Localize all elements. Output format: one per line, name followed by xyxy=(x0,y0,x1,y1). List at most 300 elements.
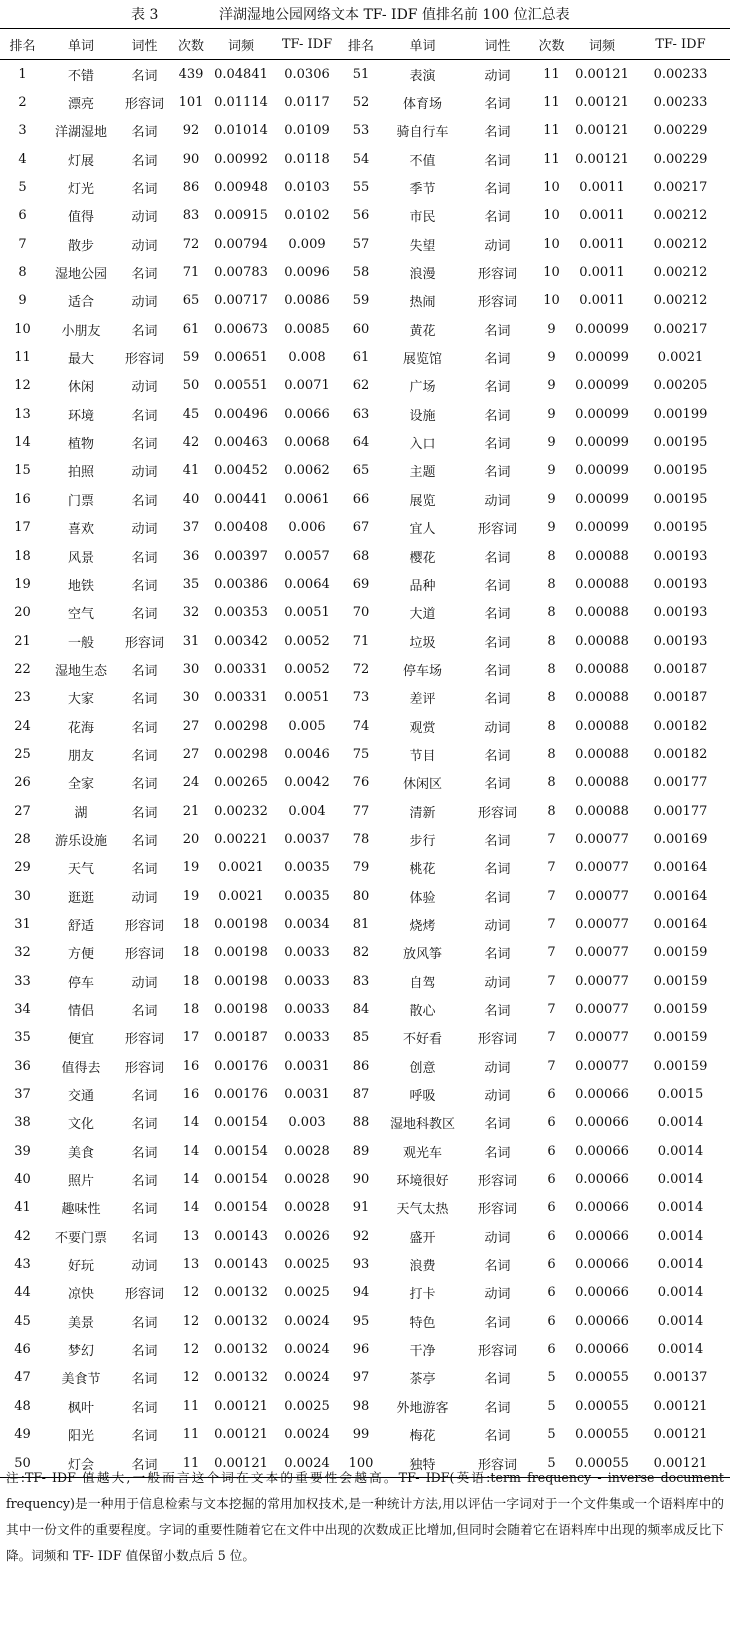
table-cell: 0.00195 xyxy=(653,520,708,536)
table-cell: 15 xyxy=(14,463,31,479)
table-cell: 71 xyxy=(182,265,200,281)
table-cell: 31 xyxy=(14,916,31,932)
table-cell: 78 xyxy=(352,831,370,847)
table-cell: 名词 xyxy=(131,1117,158,1133)
table-cell: 53 xyxy=(352,123,370,139)
table-cell: 形容词 xyxy=(124,947,164,963)
table-cell: 6 xyxy=(547,1115,556,1131)
table-cell: 0.0014 xyxy=(657,1257,704,1273)
table-cell: 名词 xyxy=(131,550,158,566)
table-body xyxy=(0,60,730,1478)
table-cell: 一般 xyxy=(67,635,94,651)
table-cell: 0.0096 xyxy=(284,265,330,281)
table-cell: 名词 xyxy=(131,1372,158,1388)
table-cell: 9 xyxy=(18,293,27,309)
table-cell: 观赏 xyxy=(409,720,436,736)
table-row xyxy=(0,1052,730,1080)
table-cell: 0.0021 xyxy=(218,888,264,904)
table-row xyxy=(0,514,730,542)
table-cell: 动词 xyxy=(131,522,158,538)
table-cell: 18 xyxy=(182,945,200,961)
table-cell: 休闲 xyxy=(67,380,94,396)
table-cell: 57 xyxy=(352,236,370,252)
table-cell: 13 xyxy=(14,406,31,422)
table-cell: 动词 xyxy=(484,68,511,84)
table-cell: 0.00408 xyxy=(214,520,268,536)
table-cell: 37 xyxy=(182,520,200,536)
table-cell: 0.00121 xyxy=(575,151,629,167)
table-cell: 0.0014 xyxy=(657,1313,704,1329)
table-cell: 节目 xyxy=(409,748,436,764)
table-cell: 形容词 xyxy=(124,1032,164,1048)
table-cell: 名词 xyxy=(131,1145,158,1161)
table-cell: 6 xyxy=(547,1143,556,1159)
table-cell: 10 xyxy=(543,208,560,224)
table-row xyxy=(0,854,730,882)
table-cell: 62 xyxy=(352,378,370,394)
table-cell: 0.00099 xyxy=(575,435,629,451)
table-cell: 0.00397 xyxy=(214,548,268,564)
table-cell: 9 xyxy=(547,406,556,422)
header-row xyxy=(0,29,730,60)
table-cell: 好玩 xyxy=(67,1259,94,1275)
table-cell: 0.00077 xyxy=(575,1002,629,1018)
table-cell: 0.00331 xyxy=(214,690,268,706)
table-row xyxy=(0,995,730,1023)
table-cell: 6 xyxy=(547,1228,556,1244)
table-cell: 41 xyxy=(182,463,200,479)
table-cell: 名词 xyxy=(131,1004,158,1020)
table-cell: 45 xyxy=(182,406,200,422)
table-cell: 形容词 xyxy=(124,1287,164,1303)
table-row xyxy=(0,1279,730,1307)
table-cell: 0.00088 xyxy=(575,605,629,621)
table-cell: 垃圾 xyxy=(409,635,436,651)
table-cell: 停车场 xyxy=(402,663,442,679)
table-cell: 0.00143 xyxy=(214,1257,268,1273)
table-cell: 8 xyxy=(547,690,556,706)
table-cell: 36 xyxy=(14,1058,31,1074)
table-cell: 茶亭 xyxy=(409,1372,436,1388)
table-row xyxy=(0,655,730,683)
table-cell: 0.00386 xyxy=(214,576,268,592)
table-row xyxy=(0,939,730,967)
table-cell: 名词 xyxy=(131,182,158,198)
table-cell: 0.00066 xyxy=(575,1115,629,1131)
table-cell: 0.00441 xyxy=(214,491,268,507)
table-cell: 9 xyxy=(547,321,556,337)
table-cell: 14 xyxy=(14,435,31,451)
table-cell: 0.00353 xyxy=(214,605,268,621)
table-cell: 湿地科教区 xyxy=(389,1117,455,1133)
table-cell: 0.00121 xyxy=(214,1398,268,1414)
table-cell: 11 xyxy=(182,1398,200,1414)
table-cell: 0.00077 xyxy=(575,1030,629,1046)
table-title: 洋湖湿地公园网络文本 TF- IDF 值排名前 100 位汇总表 xyxy=(219,7,570,23)
table-note: 注:TF- IDF 值越大,一般而言这个词在文本的重要性会越高。TF- IDF(英语:term frequency - inverse document frequency)是一种用于信息检索与文本挖掘的常用加权技术,是一种统计方法,用以评估一字词对于一个文件集或一个语料库中的其中一份文件的重要程度。字词的重要性随着它在文件中出现的次数成正比增加,但同时会随着它在语料库中出现的频率成反比下降。词频和 TF- IDF 值保留小数点后 5 位。 xyxy=(6,1470,724,1563)
table-cell: 名词 xyxy=(484,578,511,594)
table-cell: 0.0025 xyxy=(284,1398,330,1414)
table-cell: 名词 xyxy=(131,1174,158,1190)
table-cell: 形容词 xyxy=(124,1060,164,1076)
table-cell: 0.00066 xyxy=(575,1313,629,1329)
table-cell: 0.005 xyxy=(288,718,326,734)
table-row xyxy=(0,769,730,797)
table-row xyxy=(0,457,730,485)
table-cell: 名词 xyxy=(484,607,511,623)
table-cell: 11 xyxy=(14,350,31,366)
table-cell: 0.00088 xyxy=(575,690,629,706)
table-cell: 9 xyxy=(547,378,556,394)
table-row xyxy=(0,1165,730,1193)
table-cell: 43 xyxy=(14,1257,31,1273)
table-cell: 名词 xyxy=(131,692,158,708)
table-cell: 0.00794 xyxy=(214,236,268,252)
table-cell: 29 xyxy=(14,860,31,876)
table-cell: 动词 xyxy=(484,720,511,736)
table-cell: 动词 xyxy=(131,210,158,226)
table-cell: 0.00055 xyxy=(573,1449,631,1478)
table-row xyxy=(0,60,730,89)
table-cell: 4 xyxy=(18,151,27,167)
table-cell: 观光车 xyxy=(402,1145,442,1161)
table-row xyxy=(0,1250,730,1278)
table-cell: 主题 xyxy=(409,465,436,481)
table-cell: 0.0024 xyxy=(272,1449,342,1478)
table-cell: 66 xyxy=(352,491,370,507)
table-cell: 0.00099 xyxy=(575,463,629,479)
table-cell: 69 xyxy=(352,576,370,592)
table-cell: 0.0037 xyxy=(284,831,330,847)
table-cell: 0.0052 xyxy=(284,661,330,677)
table-cell: 自驾 xyxy=(409,975,436,991)
table-cell: 浪费 xyxy=(409,1259,436,1275)
table-cell: 0.00121 xyxy=(653,1427,708,1443)
table-number: 表 3 xyxy=(131,7,159,23)
table-cell: 71 xyxy=(352,633,370,649)
table-cell: 6 xyxy=(547,1342,556,1358)
table-row xyxy=(0,882,730,910)
table-cell: 0.0025 xyxy=(284,1285,330,1301)
table-cell: 花海 xyxy=(67,720,94,736)
table-cell: 不错 xyxy=(67,68,94,84)
table-cell: 0.0102 xyxy=(284,208,330,224)
table-cell: 34 xyxy=(14,1002,31,1018)
table-cell: 浪漫 xyxy=(409,267,436,283)
table-cell: 10 xyxy=(543,180,560,196)
table-cell: 0.00077 xyxy=(575,888,629,904)
table-cell: 0.0014 xyxy=(657,1143,704,1159)
table-cell: 名词 xyxy=(131,862,158,878)
table-cell: 7 xyxy=(547,973,556,989)
table-cell: 0.00452 xyxy=(214,463,268,479)
table-cell: 7 xyxy=(547,1030,556,1046)
table-cell: 14 xyxy=(182,1200,200,1216)
table-row xyxy=(0,343,730,371)
table-cell: 101 xyxy=(178,95,204,111)
table-cell: 7 xyxy=(547,945,556,961)
table-cell: 9 xyxy=(547,350,556,366)
table-cell: 散心 xyxy=(409,1004,436,1020)
table-cell: 8 xyxy=(547,746,556,762)
table-cell: 40 xyxy=(182,491,200,507)
table-cell: 67 xyxy=(352,520,370,536)
table-cell: 创意 xyxy=(409,1060,436,1076)
table-cell: 439 xyxy=(178,66,204,82)
table-cell: 0.00229 xyxy=(653,151,708,167)
table-cell: 0.0033 xyxy=(284,1030,330,1046)
table-cell: 0.00176 xyxy=(214,1087,268,1103)
table-cell: 12 xyxy=(182,1370,200,1386)
table-cell: 0.00143 xyxy=(214,1228,268,1244)
table-cell: 68 xyxy=(352,548,370,564)
table-cell: 0.0064 xyxy=(284,576,330,592)
table-cell: 83 xyxy=(352,973,370,989)
table-cell: 9 xyxy=(547,520,556,536)
table-cell: 动词 xyxy=(484,1230,511,1246)
table-cell: 美食节 xyxy=(61,1372,101,1388)
table-cell: 0.00212 xyxy=(653,208,708,224)
table-cell: 96 xyxy=(352,1342,370,1358)
table-cell: 0.00099 xyxy=(575,321,629,337)
table-cell: 0.00055 xyxy=(575,1398,629,1414)
table-cell: 特色 xyxy=(409,1315,436,1331)
table-cell: 90 xyxy=(352,1172,370,1188)
table-cell: 70 xyxy=(352,605,370,621)
table-cell: 0.00717 xyxy=(214,293,268,309)
table-row xyxy=(0,173,730,201)
table-cell: 0.00077 xyxy=(575,860,629,876)
table-cell: 76 xyxy=(352,775,370,791)
table-cell: 8 xyxy=(547,605,556,621)
column-header: TF- IDF xyxy=(631,29,730,60)
table-cell: 24 xyxy=(14,718,31,734)
table-cell: 9 xyxy=(547,435,556,451)
column-header: 次数 xyxy=(172,29,210,60)
table-cell: 0.0011 xyxy=(579,293,625,309)
table-cell: 11 xyxy=(543,123,560,139)
table-cell: 名词 xyxy=(484,1429,511,1445)
table-cell: 0.003 xyxy=(288,1115,326,1131)
table-cell: 舒适 xyxy=(67,918,94,934)
table-cell: 展览馆 xyxy=(402,352,442,368)
table-cell: 13 xyxy=(182,1257,200,1273)
table-cell: 0.0035 xyxy=(284,888,330,904)
table-cell: 形容词 xyxy=(124,918,164,934)
table-cell: 0.00088 xyxy=(575,548,629,564)
table-cell: 35 xyxy=(182,576,200,592)
table-cell: 灯展 xyxy=(67,153,94,169)
table-row xyxy=(0,712,730,740)
table-cell: 0.00232 xyxy=(214,803,268,819)
table-cell: 0.0014 xyxy=(657,1115,704,1131)
table-cell: 0.00132 xyxy=(214,1313,268,1329)
table-cell: 35 xyxy=(14,1030,31,1046)
table-cell: 0.0024 xyxy=(284,1342,330,1358)
table-cell: 交通 xyxy=(67,1089,94,1105)
table-cell: 名词 xyxy=(484,1117,511,1133)
column-header: 次数 xyxy=(530,29,573,60)
table-cell: 门票 xyxy=(67,493,94,509)
table-cell: 75 xyxy=(352,746,370,762)
table-cell: 17 xyxy=(14,520,31,536)
table-cell: 84 xyxy=(352,1002,370,1018)
table-cell: 凉快 xyxy=(67,1287,94,1303)
table-row xyxy=(0,627,730,655)
table-cell: 0.00233 xyxy=(653,66,708,82)
table-cell: 设施 xyxy=(409,408,436,424)
table-cell: 0.0031 xyxy=(284,1058,330,1074)
table-cell: 名词 xyxy=(484,352,511,368)
table-cell: 0.00198 xyxy=(214,945,268,961)
table-cell: 45 xyxy=(14,1313,31,1329)
table-cell: 6 xyxy=(547,1087,556,1103)
table-cell: 名词 xyxy=(484,408,511,424)
column-header: 词性 xyxy=(465,29,530,60)
table-cell: 动词 xyxy=(484,1060,511,1076)
table-cell: 52 xyxy=(352,95,370,111)
table-cell: 名词 xyxy=(484,437,511,453)
table-cell: 18 xyxy=(14,548,31,564)
table-cell: 0.0011 xyxy=(579,236,625,252)
table-cell: 0.0028 xyxy=(284,1143,330,1159)
table-cell: 72 xyxy=(352,661,370,677)
table-cell: 0.00915 xyxy=(214,208,268,224)
table-cell: 0.0103 xyxy=(284,180,330,196)
table-cell: 10 xyxy=(543,265,560,281)
table-cell: 16 xyxy=(14,491,31,507)
table-cell: 0.00121 xyxy=(653,1398,708,1414)
table-cell: 0.00099 xyxy=(575,350,629,366)
table-cell: 形容词 xyxy=(124,635,164,651)
table-cell: 动词 xyxy=(484,975,511,991)
table-cell: 0.00088 xyxy=(575,661,629,677)
table-cell: 名词 xyxy=(117,1449,172,1478)
table-cell: 0.0024 xyxy=(284,1427,330,1443)
table-cell: 形容词 xyxy=(124,352,164,368)
table-cell: 全家 xyxy=(67,777,94,793)
table-cell: 0.00199 xyxy=(653,406,708,422)
table-cell: 91 xyxy=(352,1200,370,1216)
table-cell: 8 xyxy=(547,803,556,819)
table-cell: 12 xyxy=(182,1342,200,1358)
table-cell: 呼吸 xyxy=(409,1089,436,1105)
table-cell: 天气太热 xyxy=(396,1202,449,1218)
table-cell: 不好看 xyxy=(402,1032,442,1048)
table-row xyxy=(0,797,730,825)
table-cell: 11 xyxy=(172,1449,210,1478)
table-cell: 44 xyxy=(14,1285,31,1301)
table-cell: 17 xyxy=(182,1030,200,1046)
table-cell: 动词 xyxy=(484,1089,511,1105)
table-cell: 86 xyxy=(352,1058,370,1074)
table-cell: 11 xyxy=(182,1427,200,1443)
table-cell: 25 xyxy=(14,746,31,762)
table-cell: 20 xyxy=(182,831,200,847)
table-cell: 0.00176 xyxy=(214,1058,268,1074)
table-cell: 54 xyxy=(352,151,370,167)
table-cell: 湖 xyxy=(74,805,88,821)
table-cell: 0.00121 xyxy=(575,123,629,139)
table-cell: 0.00055 xyxy=(575,1370,629,1386)
table-cell: 0.00164 xyxy=(653,888,708,904)
table-cell: 0.00212 xyxy=(653,265,708,281)
table-cell: 天气 xyxy=(67,862,94,878)
table-cell: 动词 xyxy=(484,918,511,934)
table-cell: 8 xyxy=(547,633,556,649)
table-cell: 名词 xyxy=(131,323,158,339)
table-cell: 0.00164 xyxy=(653,916,708,932)
table-cell: 0.01014 xyxy=(214,123,268,139)
table-cell: 0.00331 xyxy=(214,661,268,677)
table-cell: 名词 xyxy=(484,1259,511,1275)
table-cell: 36 xyxy=(182,548,200,564)
table-cell: 0.00217 xyxy=(653,180,708,196)
table-cell: 清新 xyxy=(409,805,436,821)
table-cell: 18 xyxy=(182,916,200,932)
table-cell: 99 xyxy=(352,1427,370,1443)
table-cell: 0.00212 xyxy=(653,236,708,252)
table-cell: 0.0024 xyxy=(284,1313,330,1329)
table-cell: 7 xyxy=(547,916,556,932)
table-cell: 6 xyxy=(547,1257,556,1273)
table-cell: 7 xyxy=(547,1002,556,1018)
column-header: 排名 xyxy=(342,29,380,60)
table-cell: 32 xyxy=(14,945,31,961)
table-cell: 80 xyxy=(352,888,370,904)
table-cell: 61 xyxy=(352,350,370,366)
table-cell: 0.0057 xyxy=(284,548,330,564)
table-cell: 0.00198 xyxy=(214,916,268,932)
table-cell: 0.00195 xyxy=(653,463,708,479)
table-cell: 情侣 xyxy=(67,1004,94,1020)
column-header: 排名 xyxy=(0,29,45,60)
table-cell: 朋友 xyxy=(67,748,94,764)
table-cell: 6 xyxy=(18,208,27,224)
table-cell: 14 xyxy=(182,1143,200,1159)
table-cell: 名词 xyxy=(484,323,511,339)
table-cell: 0.00463 xyxy=(214,435,268,451)
table-cell: 26 xyxy=(14,775,31,791)
table-cell: 10 xyxy=(543,293,560,309)
table-cell: 0.00198 xyxy=(214,1002,268,1018)
table-cell: 0.0033 xyxy=(284,945,330,961)
column-header: 词频 xyxy=(210,29,272,60)
table-cell: 0.00055 xyxy=(575,1427,629,1443)
table-cell: 11 xyxy=(543,151,560,167)
table-cell: 动词 xyxy=(131,975,158,991)
table-cell: 名词 xyxy=(484,777,511,793)
table-row xyxy=(0,740,730,768)
table-cell: 0.00187 xyxy=(653,690,708,706)
table-cell: 88 xyxy=(352,1115,370,1131)
table-cell: 0.0118 xyxy=(284,151,330,167)
table-cell: 动词 xyxy=(484,493,511,509)
table-cell: 0.00783 xyxy=(214,265,268,281)
table-cell: 7 xyxy=(547,1058,556,1074)
table-cell: 外地游客 xyxy=(396,1400,449,1416)
table-row xyxy=(0,485,730,513)
table-row xyxy=(0,202,730,230)
table-cell: 动词 xyxy=(131,465,158,481)
table-row xyxy=(0,967,730,995)
table-cell: 0.00066 xyxy=(575,1342,629,1358)
table-cell: 10 xyxy=(14,321,31,337)
table-cell: 19 xyxy=(182,860,200,876)
table-cell: 名词 xyxy=(484,210,511,226)
table-cell: 名词 xyxy=(131,748,158,764)
table-cell: 92 xyxy=(352,1228,370,1244)
